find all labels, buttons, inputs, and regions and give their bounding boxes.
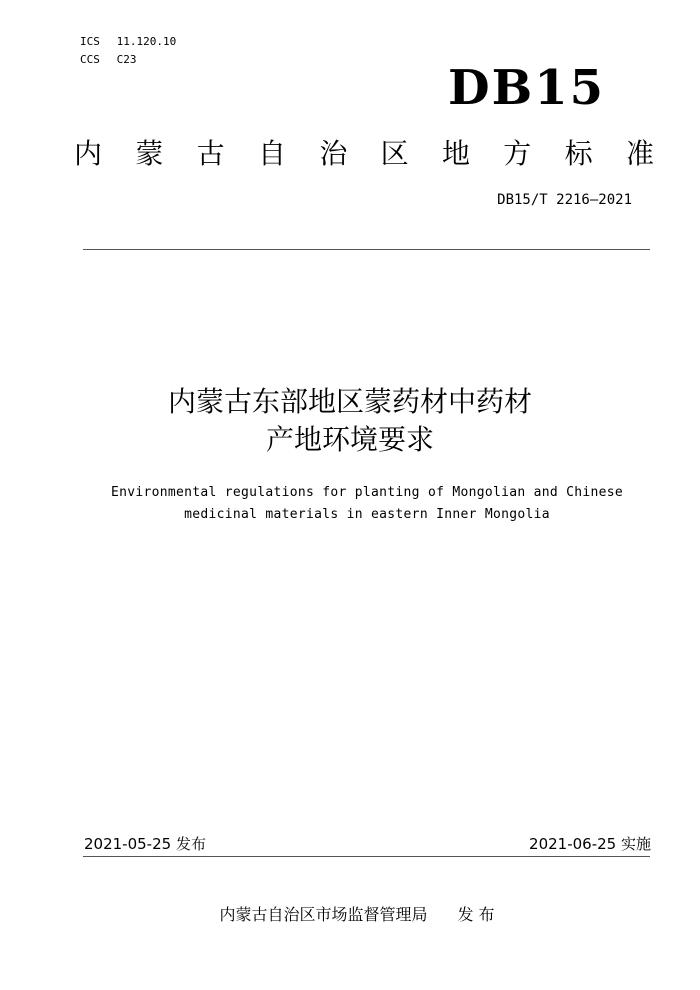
chinese-title-line-2: 产地环境要求 bbox=[265, 423, 434, 456]
standard-type-heading bbox=[74, 134, 654, 174]
issuer-org: 内蒙古自治区市场监督管理局 bbox=[219, 905, 428, 924]
header-divider bbox=[83, 249, 650, 250]
db15-logo: DB15 bbox=[448, 60, 605, 116]
heading-char: 区 bbox=[380, 137, 409, 170]
heading-char: 方 bbox=[503, 137, 532, 170]
heading-char: 准 bbox=[625, 137, 654, 170]
issuer-action: 发 布 bbox=[457, 905, 495, 924]
ccs-value: C23 bbox=[116, 53, 137, 66]
classification-codes bbox=[80, 33, 176, 69]
chinese-title-line-1: 内蒙古东部地区蒙药材中药材 bbox=[167, 385, 532, 418]
heading-char: 内 bbox=[74, 137, 103, 170]
ccs-row bbox=[80, 51, 176, 69]
heading-char: 蒙 bbox=[135, 137, 164, 170]
english-title-line-1: Environmental regulations for planting of Mongolian and Chinese bbox=[111, 485, 623, 500]
heading-char: 治 bbox=[319, 137, 348, 170]
footer-divider bbox=[83, 856, 650, 857]
implement-date: 2021-06-25 实施 bbox=[529, 835, 651, 853]
english-title-line-2: medicinal materials in eastern Inner Mongolia bbox=[184, 507, 550, 522]
ccs-label: CCS bbox=[80, 53, 100, 66]
ics-value: 11.120.10 bbox=[116, 35, 177, 48]
heading-char: 标 bbox=[564, 137, 593, 170]
heading-char: 自 bbox=[257, 137, 286, 170]
heading-char: 地 bbox=[441, 137, 470, 170]
issuing-authority bbox=[0, 903, 700, 927]
ics-label: ICS bbox=[80, 35, 100, 48]
ics-row bbox=[80, 33, 176, 51]
publish-date: 2021-05-25 发布 bbox=[84, 835, 206, 853]
standard-number: DB15/T 2216—2021 bbox=[497, 192, 632, 208]
heading-char: 古 bbox=[196, 137, 225, 170]
